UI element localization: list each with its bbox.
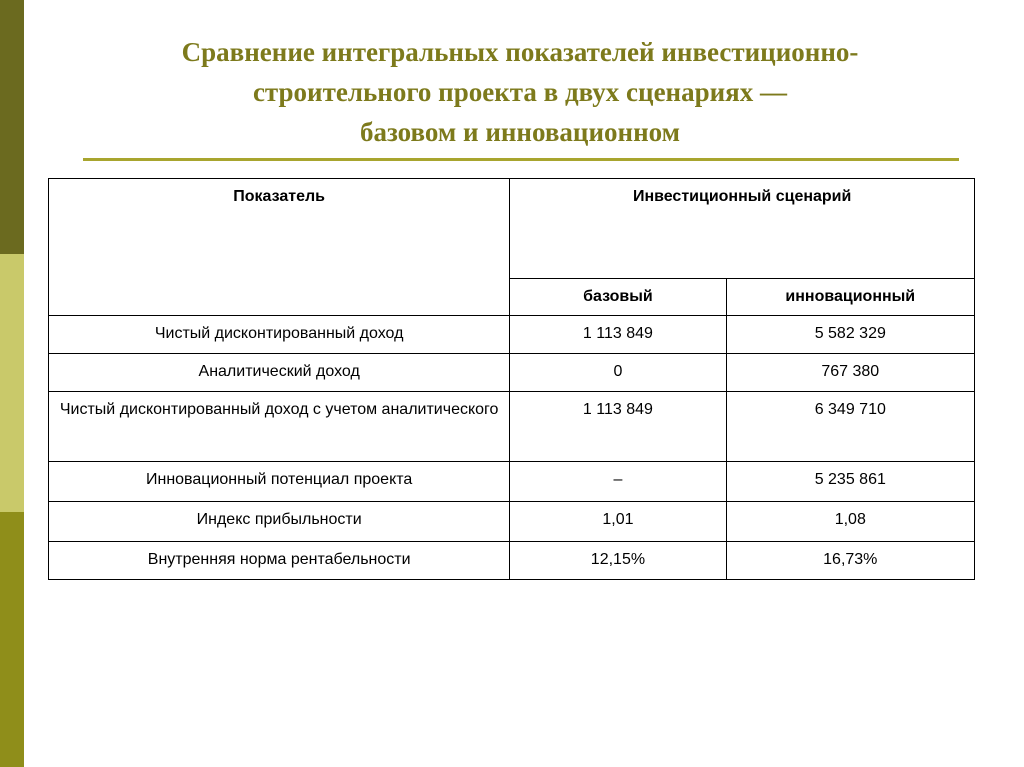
header-indicator: Показатель bbox=[49, 179, 510, 316]
cell-base: – bbox=[510, 462, 726, 502]
cell-indicator: Внутренняя норма рентабельности bbox=[49, 542, 510, 580]
table-row bbox=[49, 462, 975, 502]
table-row bbox=[49, 354, 975, 392]
comparison-table bbox=[48, 178, 975, 580]
slide-title-line-3: базовом и инновационном bbox=[359, 117, 681, 147]
cell-base: 1 113 849 bbox=[510, 392, 726, 462]
cell-innovative: 5 235 861 bbox=[726, 462, 974, 502]
sidebar-stripe-dark bbox=[0, 0, 24, 254]
cell-base: 1,01 bbox=[510, 502, 726, 542]
slide-title-line-2: строительного проекта в двух сценариях — bbox=[252, 77, 788, 107]
cell-indicator: Чистый дисконтированный доход с учетом аналитического bbox=[49, 392, 510, 462]
table-row bbox=[49, 502, 975, 542]
table-row bbox=[49, 392, 975, 462]
cell-indicator: Индекс прибыльности bbox=[49, 502, 510, 542]
table-row bbox=[49, 542, 975, 580]
cell-base: 1 113 849 bbox=[510, 316, 726, 354]
cell-innovative: 16,73% bbox=[726, 542, 974, 580]
cell-innovative: 1,08 bbox=[726, 502, 974, 542]
cell-indicator: Аналитический доход bbox=[49, 354, 510, 392]
header-scenario: Инвестиционный сценарий bbox=[510, 179, 975, 279]
sidebar-stripe-mid bbox=[0, 512, 24, 767]
sidebar-stripe-light bbox=[0, 254, 24, 512]
cell-indicator: Чистый дисконтированный доход bbox=[49, 316, 510, 354]
cell-indicator: Инновационный потенциал проекта bbox=[49, 462, 510, 502]
cell-innovative: 6 349 710 bbox=[726, 392, 974, 462]
slide-title-line-1: Сравнение интегральных показателей инвестиционно- bbox=[181, 37, 859, 67]
header-innovative: инновационный bbox=[726, 279, 974, 316]
title-underline bbox=[83, 158, 959, 161]
table-header-row bbox=[49, 179, 975, 279]
cell-innovative: 5 582 329 bbox=[726, 316, 974, 354]
header-base: базовый bbox=[510, 279, 726, 316]
cell-base: 0 bbox=[510, 354, 726, 392]
table-row bbox=[49, 316, 975, 354]
cell-innovative: 767 380 bbox=[726, 354, 974, 392]
slide-title bbox=[60, 32, 980, 152]
cell-base: 12,15% bbox=[510, 542, 726, 580]
